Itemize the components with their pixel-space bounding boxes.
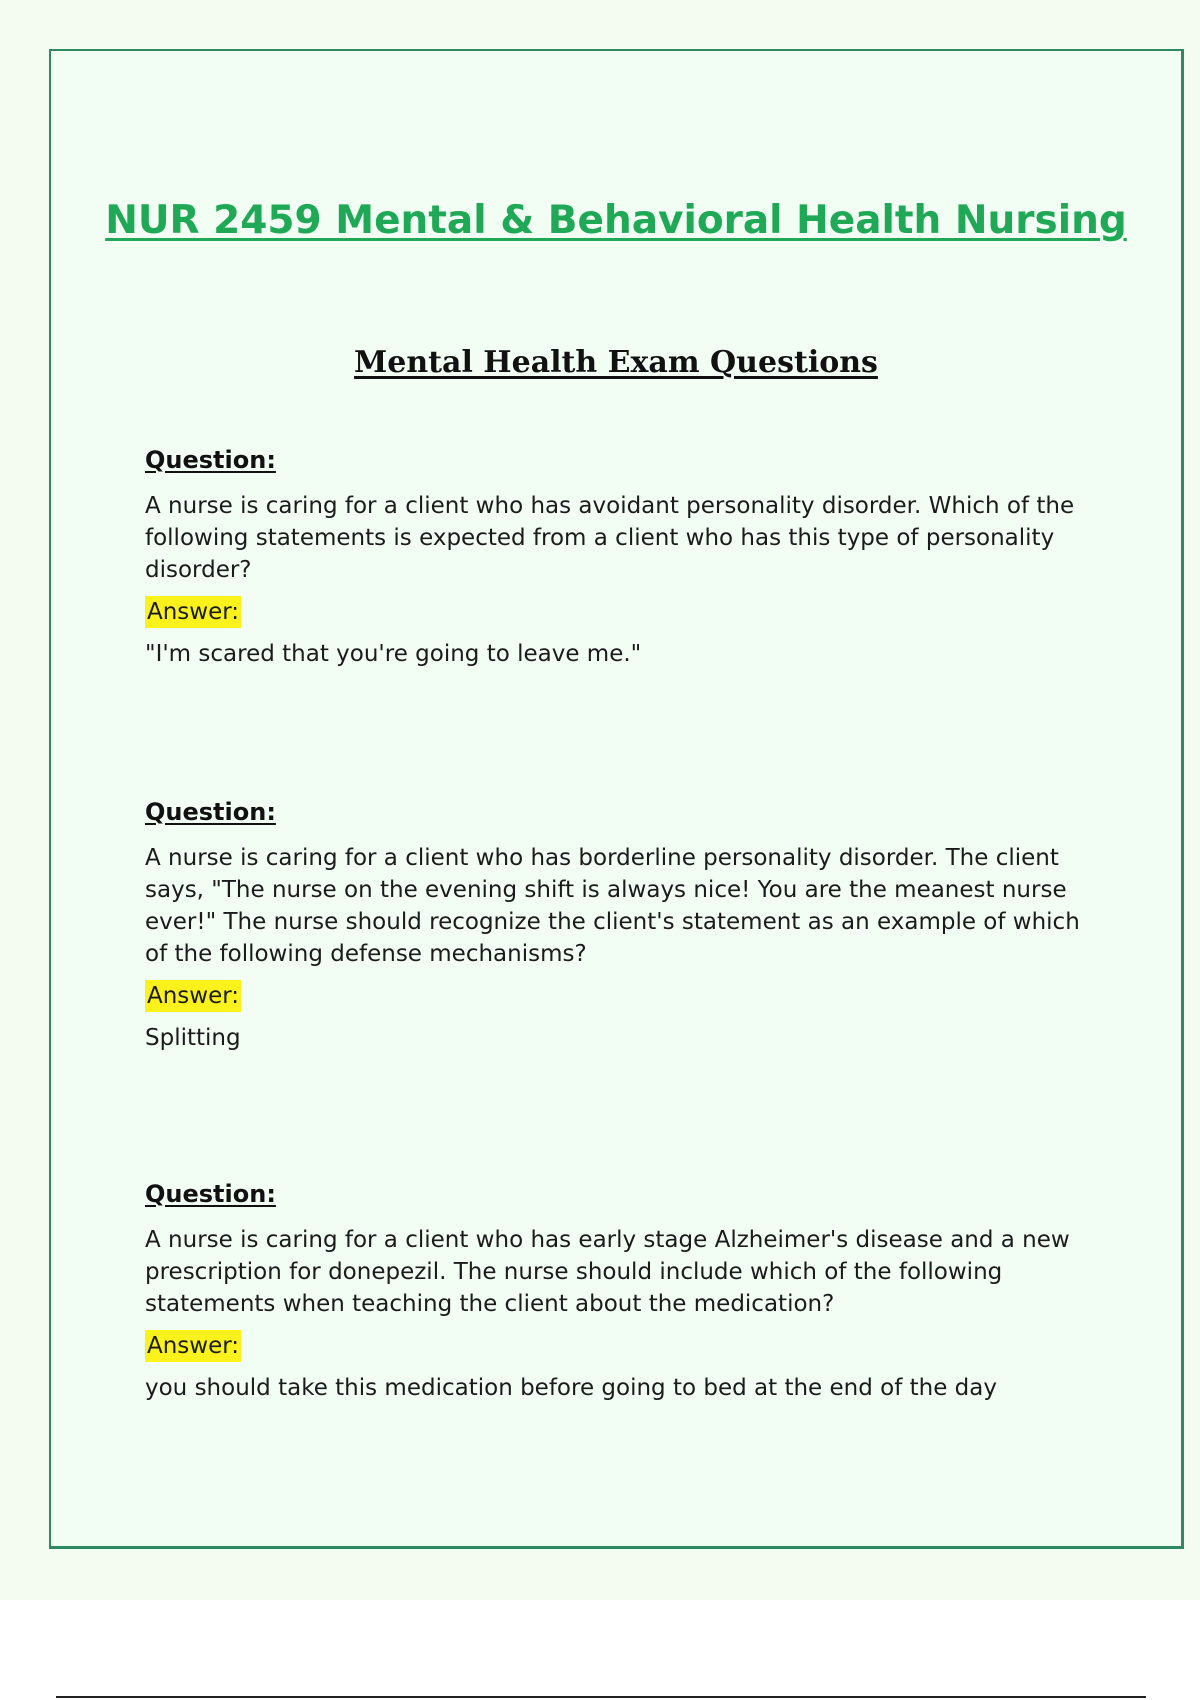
answer-text: "I'm scared that you're going to leave me." <box>145 641 642 667</box>
question-label: Question: <box>145 446 276 474</box>
answer-label: Answer: <box>145 1330 241 1362</box>
document-title: NUR 2459 Mental & Behavioral Health Nursing <box>105 198 1127 243</box>
answer-label: Answer: <box>145 980 241 1012</box>
qa-block-1 <box>145 444 1095 670</box>
answer-text: Splitting <box>145 1025 241 1051</box>
question-text: A nurse is caring for a client who has avoidant personality disorder. Which of the following statements is expected from a client who has this type of personality disorder? <box>145 493 1075 583</box>
document-subtitle: Mental Health Exam Questions <box>354 345 878 380</box>
answer-text: you should take this medication before going to bed at the end of the day <box>145 1375 997 1401</box>
footer-divider <box>56 1696 1146 1698</box>
qa-block-2 <box>145 796 1095 1054</box>
answer-label: Answer: <box>145 596 241 628</box>
question-text: A nurse is caring for a client who has early stage Alzheimer's disease and a new prescription for donepezil. The nurse should include which of the following statements when teaching the client about the medication? <box>145 1227 1070 1317</box>
question-label: Question: <box>145 1180 276 1208</box>
qa-block-3 <box>145 1178 1095 1404</box>
question-text: A nurse is caring for a client who has borderline personality disorder. The client says, "The nurse on the evening shift is always nice! You are the meanest nurse ever!" The nurse should recognize the client's statement as an example of which of the following defense mechanisms? <box>145 845 1080 967</box>
question-label: Question: <box>145 798 276 826</box>
